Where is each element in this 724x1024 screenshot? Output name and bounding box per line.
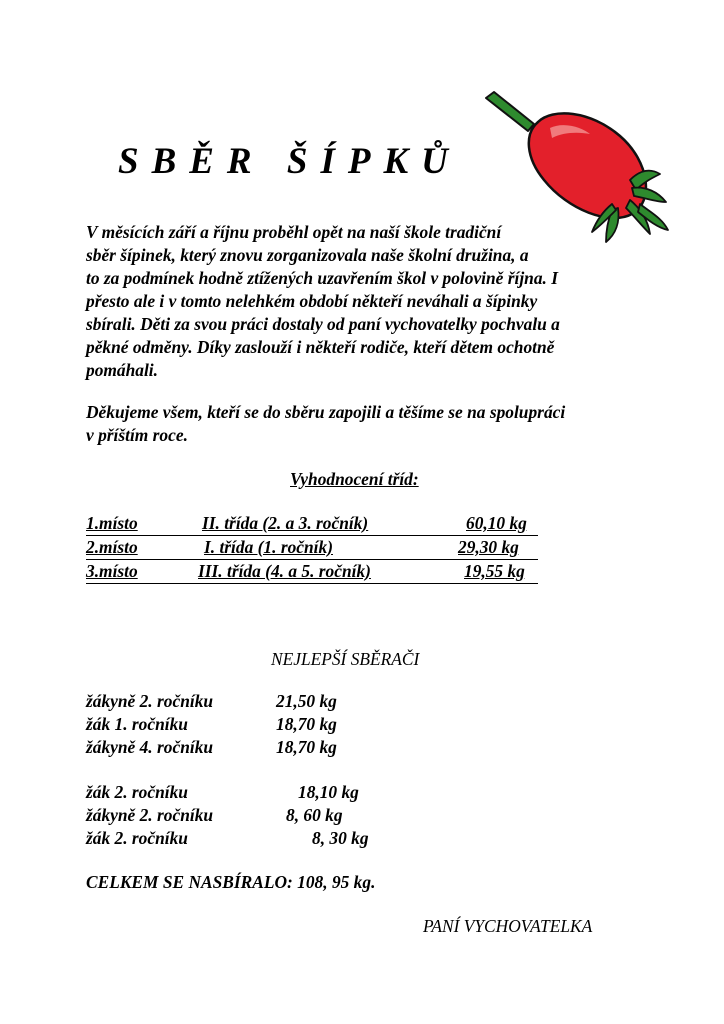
intro-line: sběr šípinek, který znovu zorganizovala naše školní družina, a — [86, 245, 529, 265]
collector-name: žákyně 2. ročníku — [86, 691, 214, 711]
ranking-class: I. třída (1. ročník) — [204, 537, 333, 557]
intro-line: V měsících září a říjnu proběhl opět na naší škole tradiční — [86, 222, 502, 242]
ranking-place: 2.místo — [86, 537, 138, 557]
thanks-paragraph — [86, 401, 565, 447]
page-title: SBĚR ŠÍPKŮ — [118, 141, 461, 182]
intro-line: přesto ale i v tomto nelehkém období někteří neváhali a šípinky — [86, 291, 538, 311]
collector-weight: 8, 60 kg — [286, 805, 343, 825]
total-collected: CELKEM SE NASBÍRALO: 108, 95 kg. — [86, 872, 376, 892]
ranking-row — [86, 560, 538, 584]
thanks-line: Děkujeme všem, kteří se do sběru zapojili a těšíme se na spolupráci — [86, 402, 566, 422]
intro-line: pomáhali. — [86, 360, 158, 380]
collector-weight: 8, 30 kg — [312, 828, 369, 848]
best-collectors-heading: NEJLEPŠÍ SBĚRAČI — [271, 649, 420, 669]
collector-weight: 21,50 kg — [276, 691, 337, 711]
ranking-row — [86, 512, 538, 536]
ranking-weight: 60,10 kg — [466, 513, 527, 533]
collector-weight: 18,10 kg — [298, 782, 359, 802]
collector-weight: 18,70 kg — [276, 737, 337, 757]
signature: PANÍ VYCHOVATELKA — [423, 916, 593, 936]
ranking-place: 1.místo — [86, 513, 138, 533]
collector-name: žákyně 2. ročníku — [86, 805, 214, 825]
collector-name: žákyně 4. ročníku — [86, 737, 214, 757]
evaluation-heading: Vyhodnocení tříd: — [290, 469, 419, 489]
thanks-line: v příštím roce. — [86, 425, 188, 445]
ranking-class: II. třída (2. a 3. ročník) — [202, 513, 369, 533]
ranking-class: III. třída (4. a 5. ročník) — [198, 561, 371, 581]
intro-line: sbírali. Děti za svou práci dostaly od paní vychovatelky pochvalu a — [86, 314, 560, 334]
class-ranking-table — [86, 512, 538, 584]
ranking-weight: 19,55 kg — [464, 561, 525, 581]
ranking-row — [86, 536, 538, 560]
collector-name: žák 2. ročníku — [86, 782, 188, 802]
intro-line: to za podmínek hodně ztížených uzavřením škol v polovině října. I — [86, 268, 559, 288]
intro-paragraph — [86, 221, 560, 382]
intro-line: pěkné odměny. Díky zaslouží i někteří rodiče, kteří dětem ochotně — [86, 337, 555, 357]
ranking-weight: 29,30 kg — [458, 537, 519, 557]
ranking-place: 3.místo — [86, 561, 138, 581]
collector-name: žák 2. ročníku — [86, 828, 188, 848]
rosehip-stem — [486, 92, 534, 131]
collector-name: žák 1. ročníku — [86, 714, 188, 734]
collector-weight: 18,70 kg — [276, 714, 337, 734]
